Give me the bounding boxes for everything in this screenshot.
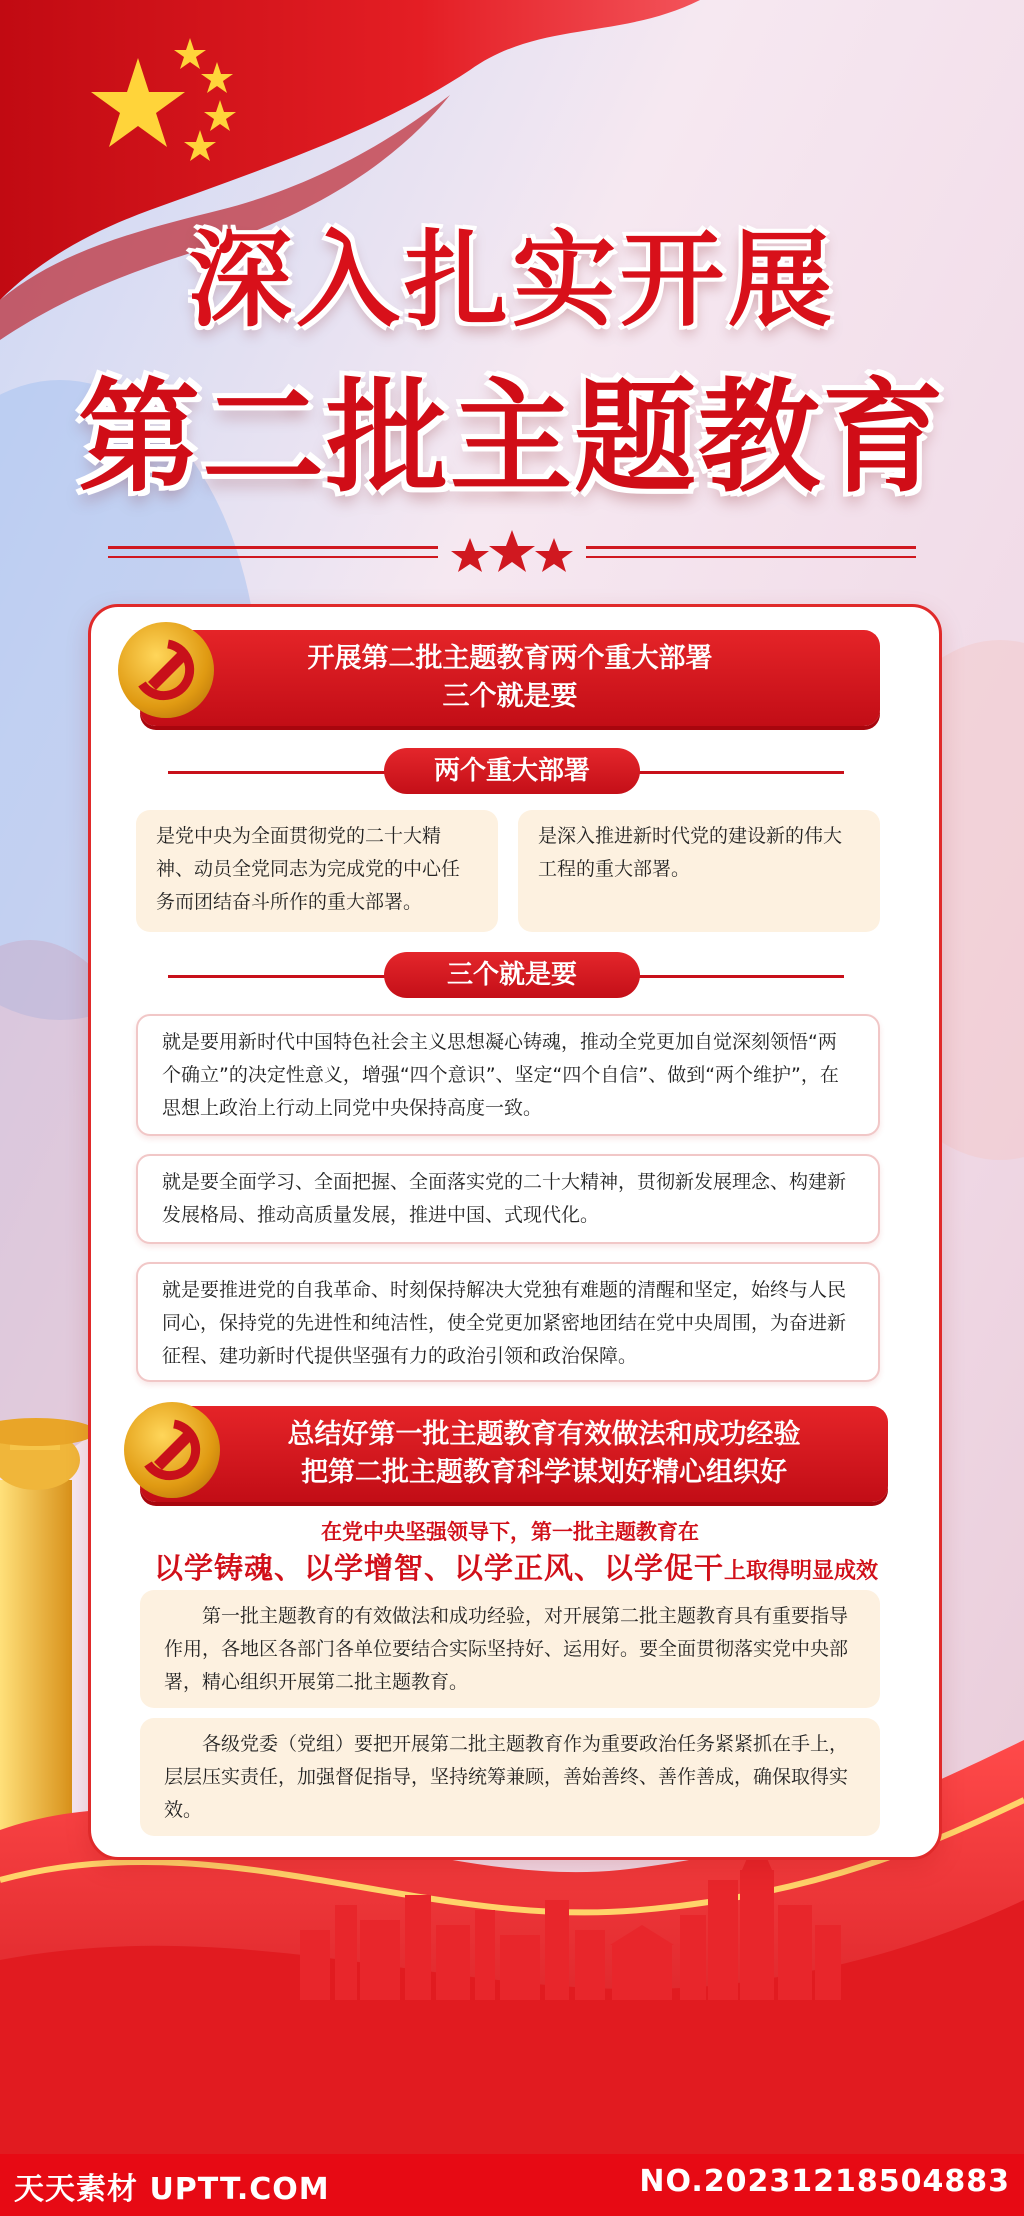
footer-brand: 天天素材 UPTT.COM	[14, 2172, 330, 2207]
requirement-box-3: 就是要推进党的自我革命、时刻保持解决大党独有难题的清醒和坚定，始终与人民同心，保持党的先进性和纯洁性，使全党更加紧密地团结在党中央周围，为奋进新征程、建功新时代提供坚强有力的政治引领和政治保障。	[136, 1262, 880, 1382]
section2-banner	[140, 1406, 888, 1502]
sub-title-requirements: 三个就是要	[384, 952, 640, 998]
party-emblem-icon	[118, 622, 214, 718]
summary-paragraph-2: 各级党委（党组）要把开展第二批主题教育作为重要政治任务紧紧抓在手上，层层压实责任，加强督促指导，坚持统筹兼顾，善始善终、善作善成，确保取得实效。	[140, 1718, 880, 1836]
section1-banner-line1: 开展第二批主题教育两个重大部署	[307, 643, 713, 674]
footer-bar	[0, 2154, 1024, 2216]
section2-banner-line1: 总结好第一批主题教育有效做法和成功经验	[287, 1419, 801, 1450]
lead-suffix: 上取得明显成效	[724, 1559, 879, 1584]
section2-lead-line1: 在党中央坚强领导下，第一批主题教育在	[321, 1520, 699, 1544]
party-emblem-icon	[124, 1402, 220, 1498]
main-title-line2: 第二批主题教育	[78, 365, 946, 509]
section2-lead-line2	[136, 1546, 896, 1587]
main-title-line1: 深入扎实开展	[187, 219, 836, 341]
footer-serial: NO.20231218504883	[639, 2164, 1010, 2199]
lead-highlight: 以学铸魂、以学增智、以学正风、以学促干	[153, 1551, 724, 1585]
section1-banner-line2: 三个就是要	[442, 681, 578, 712]
sub-title-deployments: 两个重大部署	[384, 748, 640, 794]
section2-banner-line2: 把第二批主题教育科学谋划好精心组织好	[301, 1457, 787, 1488]
deployment-box-2: 是深入推进新时代党的建设新的伟大工程的重大部署。	[518, 810, 880, 932]
deployment-box-1: 是党中央为全面贯彻党的二十大精神、动员全党同志为完成党的中心任务而团结奋斗所作的重大部署。	[136, 810, 498, 932]
requirement-box-2: 就是要全面学习、全面把握、全面落实党的二十大精神，贯彻新发展理念、构建新发展格局、推动高质量发展，推进中国、式现代化。	[136, 1154, 880, 1244]
section1-banner	[140, 630, 880, 726]
summary-paragraph-1: 第一批主题教育的有效做法和成功经验，对开展第二批主题教育具有重要指导作用，各地区各部门各单位要结合实际坚持好、运用好。要全面贯彻落实党中央部署，精心组织开展第二批主题教育。	[140, 1590, 880, 1708]
requirement-box-1: 就是要用新时代中国特色社会主义思想凝心铸魂，推动全党更加自觉深刻领悟“两个确立”的决定性意义，增强“四个意识”、坚定“四个自信”、做到“两个维护”，在思想上政治上行动上同党中央保持高度一致。	[136, 1014, 880, 1136]
